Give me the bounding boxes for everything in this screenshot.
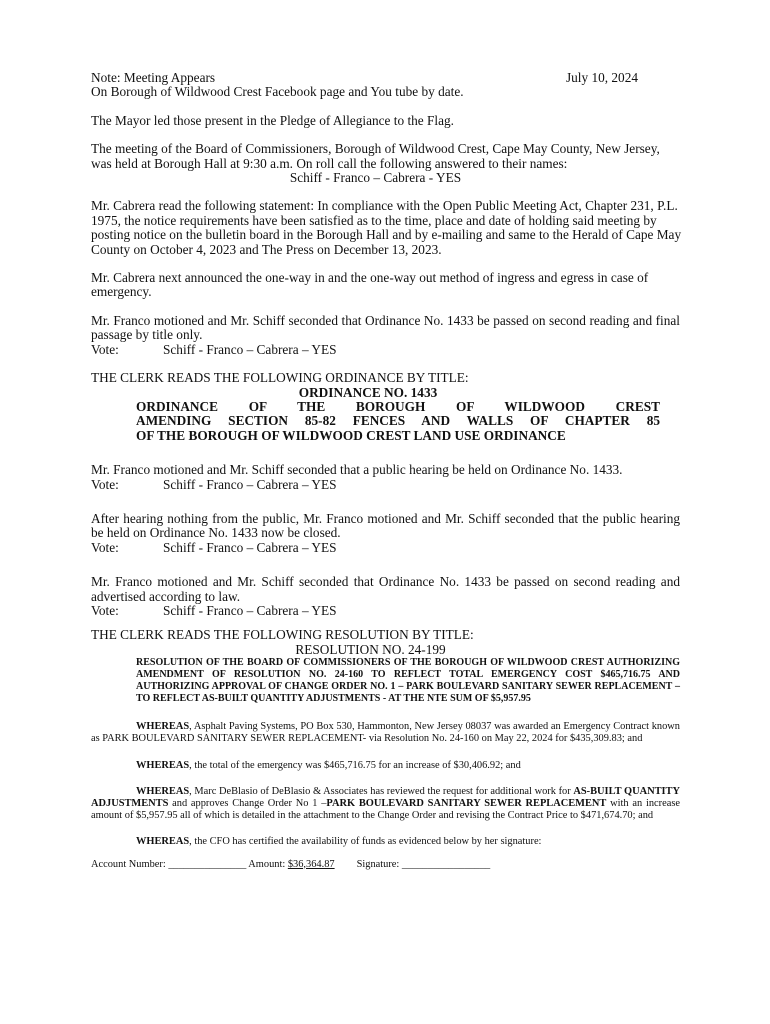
vote-label: Vote:: [91, 476, 119, 492]
whereas-paragraph-4: [91, 836, 680, 848]
whereas-paragraph-3: [91, 786, 680, 823]
ordinance-number: ORDINANCE NO. 1433: [298, 384, 438, 400]
whereas-keyword: WHEREAS: [136, 759, 190, 771]
header-row: [91, 71, 680, 85]
minutes-body: [91, 71, 680, 871]
motion-paragraph-2: Mr. Franco motioned and Mr. Schiff seconded that a public hearing be held on Ordinance No. 1433.: [91, 462, 623, 478]
vote-value: Schiff - Franco – Cabrera – YES: [163, 602, 337, 618]
whereas-keyword: WHEREAS: [136, 785, 190, 797]
clerk-resolution-heading: THE CLERK READS THE FOLLOWING RESOLUTION BY TITLE:: [91, 627, 474, 643]
resolution-number: RESOLUTION NO. 24-199: [295, 641, 446, 657]
vote-value: Schiff - Franco – Cabrera – YES: [163, 539, 337, 555]
meeting-note-line2: On Borough of Wildwood Crest Facebook page and You tube by date.: [91, 84, 464, 100]
whereas-keyword: WHEREAS: [136, 836, 190, 848]
vote-value: Schiff - Franco – Cabrera – YES: [163, 341, 337, 357]
vote-row-4: [91, 604, 680, 618]
ordinance-title-line-3: OF THE BOROUGH OF WILDWOOD CREST LAND USE ORDINANCE: [136, 427, 566, 443]
vote-label: Vote:: [91, 539, 119, 555]
vote-row-1: [91, 343, 680, 357]
whereas-text: , the CFO has certified the availability of funds as evidenced below by her signature:: [189, 836, 542, 848]
account-number-label: Account Number: _______________ Amount:: [91, 858, 288, 870]
vote-row-2: [91, 478, 680, 492]
vote-row-3: [91, 541, 680, 555]
pledge-paragraph: The Mayor led those present in the Pledge of Allegiance to the Flag.: [91, 112, 454, 128]
amount-value: $36,364.87: [287, 858, 335, 870]
whereas-bold-phrase: AS-BUILT QUANTITY ADJUSTMENTS: [91, 785, 680, 809]
motion-paragraph-4: Mr. Franco motioned and Mr. Schiff seconded that Ordinance No. 1433 be passed on second reading and advertised according to law.: [91, 574, 680, 604]
whereas-paragraph-1: [91, 721, 680, 745]
clerk-ordinance-heading: THE CLERK READS THE FOLLOWING ORDINANCE BY TITLE:: [91, 370, 469, 386]
ordinance-title: [136, 400, 660, 443]
ordinance-title-line-2: AMENDING SECTION 85-82 FENCES AND WALLS OF CHAPTER 85: [136, 413, 660, 429]
ordinance-title-line-1: ORDINANCE OF THE BOROUGH OF WILDWOOD CREST: [136, 398, 660, 414]
roll-call-paragraph: The meeting of the Board of Commissioners, Borough of Wildwood Crest, Cape May County, New Jersey, was held at Borough Hall at 9:30 a.m. On roll call the following answered to their names:: [91, 141, 660, 171]
meeting-note: Note: Meeting Appears: [91, 70, 216, 85]
whereas-text: with an increase amount of $5,957.95 all of which is detailed in the attachment to the Change Order and revising the Contract Price to $471,674.70; and: [91, 798, 680, 822]
whereas-text: , Marc DeBlasio of DeBlasio & Associates has reviewed the request for additional work for: [189, 785, 574, 797]
vote-label: Vote:: [91, 602, 119, 618]
whereas-keyword: WHEREAS: [136, 721, 190, 733]
vote-value: Schiff - Franco – Cabrera – YES: [163, 476, 337, 492]
resolution-title: RESOLUTION OF THE BOARD OF COMMISSIONERS OF THE BOROUGH OF WILDWOOD CREST AUTHORIZING AMENDMENT OF RESOLUTION NO. 24-160 TO REFLECT TOTAL EMERGENCY COST $465,716.75 AND AUTHORIZING APPROVAL OF CHANGE ORDER NO. 1 – PARK BOULEVARD SANITARY SEWER REPLACEMENT – TO REFLECT AS-BUILT QUANTITY ADJUSTMENTS - AT THE NTE SUM OF $5,957.95: [136, 657, 680, 705]
signature-label: Signature: _________________: [356, 858, 491, 870]
whereas-paragraph-2: [91, 760, 680, 772]
whereas-bold-phrase: PARK BOULEVARD SANITARY SEWER REPLACEMENT: [326, 798, 607, 809]
meeting-date: July 10, 2024: [565, 70, 638, 85]
motion-paragraph-1: Mr. Franco motioned and Mr. Schiff seconded that Ordinance No. 1433 be passed on second reading and final passage by title only.: [91, 312, 680, 343]
whereas-text: , the total of the emergency was $465,716.75 for an increase of $30,406.92; and: [189, 759, 521, 771]
motion-paragraph-3: After hearing nothing from the public, Mr. Franco motioned and Mr. Schiff seconded that the public hearing be held on Ordinance No. 1433 now be closed.: [91, 510, 680, 541]
statement-paragraph: Mr. Cabrera read the following statement: In compliance with the Open Public Meeting Act, Chapter 231, P.L. 1975, the notice requirements have been satisfied as to the time, place and date of holding said meeting by posting notice on the bulletin board in the Borough Hall and by e-mailing and same to the Herald of Cape May County on October 4, 2023 and The Press on December 13, 2023.: [91, 198, 682, 257]
roll-call-names: Schiff - Franco – Cabrera - YES: [289, 170, 462, 186]
vote-label: Vote:: [91, 341, 119, 357]
egress-paragraph: Mr. Cabrera next announced the one-way in and the one-way out method of ingress and egress in case of emergency.: [91, 270, 649, 300]
whereas-text: , Asphalt Paving Systems, PO Box 530, Hammonton, New Jersey 08037 was awarded an Emergency Contract known as PARK BOULEVARD SANITARY SEWER REPLACEMENT- via Resolution No. 24-160 on May 22, 2024 for $435,309.83; and: [91, 721, 680, 745]
whereas-text: and approves Change Order No 1 –: [168, 798, 327, 809]
account-line: [91, 859, 680, 871]
